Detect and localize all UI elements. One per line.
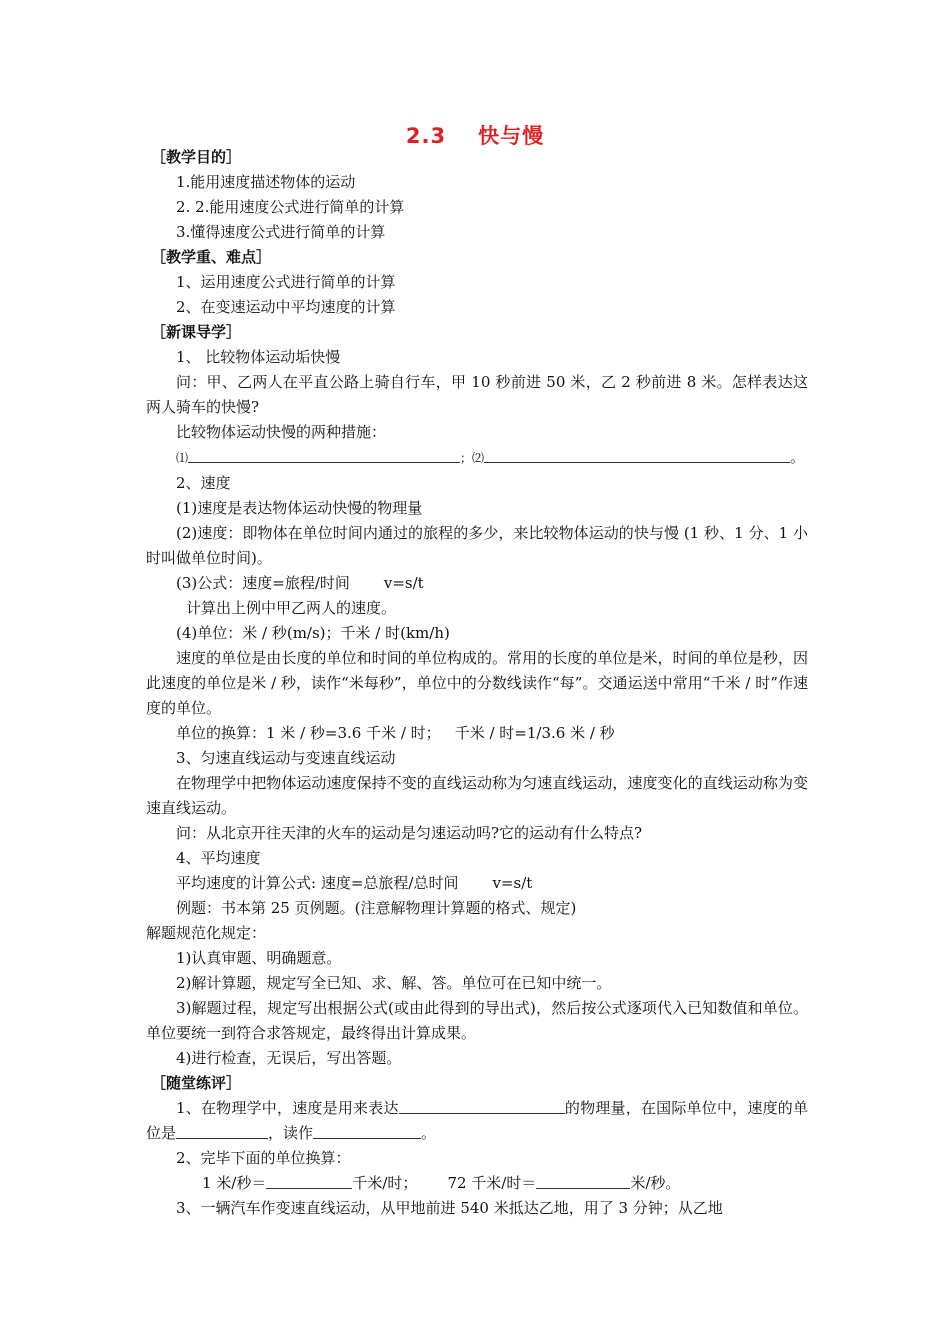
formula-line [146,571,808,596]
answer-blank[interactable] [188,447,460,463]
rule-item: 4)进行检查，无误后，写出答题。 [176,1049,402,1067]
answer-blank[interactable] [266,1173,352,1189]
blank-end: 。 [790,448,806,466]
paragraph: 比较物体运动快慢的两种措施： [176,423,387,441]
section-heading-practice: ［随堂练评］ [151,1074,242,1092]
practice-question-2: 2、完毕下面的单位换算： [176,1149,351,1167]
question-paragraph: 问：从北京开往天津的火车的运动是匀速运动吗?它的运动有什么特点? [176,824,643,842]
question-text: 1、在物理学中，速度是用来表达 [176,1099,399,1117]
question-text: 72 千米/时＝ [447,1174,537,1192]
subsection-title: 3、匀速直线运动与变速直线运动 [176,749,396,767]
section-heading-key-points: ［教学重、难点］ [151,248,272,266]
section-heading-goals: ［教学目的］ [151,148,242,166]
question-text: 米/秒。 [630,1174,681,1192]
question-paragraph: 问：甲、乙两人在平直公路上骑自行车，甲 10 秒前进 50 米，乙 2 秒前进 8 米。怎样表达这两人骑车的快慢? [146,373,808,416]
answer-blank[interactable] [484,447,790,463]
answer-blank[interactable] [313,1123,421,1139]
subsection-title: 1、 比较物体运动垢快慢 [176,348,341,366]
goal-item: 3.懂得速度公式进行简单的计算 [176,223,386,241]
paragraph: 例题：书本第 25 页例题。(注意解物理计算题的格式、规定) [176,899,577,917]
paragraph: 在物理学中把物体运动速度保持不变的直线运动称为匀速直线运动，速度变化的直线运动称为变速直线运动。 [146,774,808,817]
paragraph: (1)速度是表达物体运动快慢的物理量 [176,499,423,517]
document-body [146,145,808,1221]
rules-title: 解题规范化规定： [146,924,267,942]
rule-item: 1)认真审题、明确题意。 [176,949,342,967]
subsection-title: 4、平均速度 [176,849,261,867]
paragraph: 计算出上例中甲乙两人的速度。 [186,599,397,617]
conversion-text: 千米 / 时=1/3.6 米 / 秒 [454,724,615,742]
formula-text: 平均速度的计算公式: 速度=总旅程/总时间 [176,874,459,892]
title-text: 快与慢 [478,124,545,148]
blank-label: ⑴ [176,451,189,465]
section-heading-new-lesson: ［新课导学］ [151,323,242,341]
rule-item: 3)解题过程，规定写出根据公式(或由此得到的导出式)，然后按公式逐项代入已知数值和单位。单位要统一到符合求答规定，最终得出计算成果。 [146,999,808,1042]
key-point-item: 2、在变速运动中平均速度的计算 [176,298,396,316]
conversion-text: 单位的换算：1 米 / 秒=3.6 千米 / 时； [176,724,441,742]
goal-item: 2. 2.能用速度公式进行简单的计算 [176,198,405,216]
formula-symbol: v=s/t [492,874,533,892]
unit-conversion-exercise [146,1171,808,1196]
goal-item: 1.能用速度描述物体的运动 [176,173,356,191]
question-text: 的物理量，在国际单位中，速度的单位是 [146,1099,808,1142]
practice-question-1 [146,1096,808,1146]
title-number: 2.3 [405,124,447,148]
formula-symbol: v=s/t [383,574,424,592]
practice-question-3: 3、一辆汽车作变速直线运动，从甲地前进 540 米抵达乙地，用了 3 分钟；从乙地 [176,1199,723,1217]
paragraph: (4)单位：米 / 秒(m/s)；千米 / 时(km/h) [176,624,450,642]
rule-item: 2)解计算题，规定写全已知、求、解、答。单位可在已知中统一。 [176,974,612,992]
formula-line [146,871,808,896]
question-text: 千米/时； [352,1174,418,1192]
subsection-title: 2、速度 [176,474,231,492]
question-text: 1 米/秒＝ [202,1174,267,1192]
answer-blank[interactable] [176,1123,268,1139]
blank-separator: ；⑵ [460,451,485,465]
question-text: ，读作 [268,1124,314,1142]
paragraph: (2)速度：即物体在单位时间内通过的旅程的多少，来比较物体运动的快与慢 (1 秒、1 分、1 小时叫做单位时间)。 [146,524,808,567]
answer-blank[interactable] [536,1173,630,1189]
paragraph: 速度的单位是由长度的单位和时间的单位构成的。常用的长度的单位是米，时间的单位是秒，因此速度的单位是米 / 秒，读作“米每秒”，单位中的分数线读作“每”。交通运送中常用“千米 / 时”作速度的单位。 [146,649,808,717]
question-text: 。 [421,1124,437,1142]
fill-in-line [146,445,808,471]
unit-conversion-line [146,721,808,746]
answer-blank[interactable] [399,1098,565,1114]
key-point-item: 1、运用速度公式进行简单的计算 [176,273,396,291]
formula-text: (3)公式：速度=旅程/时间 [176,574,350,592]
